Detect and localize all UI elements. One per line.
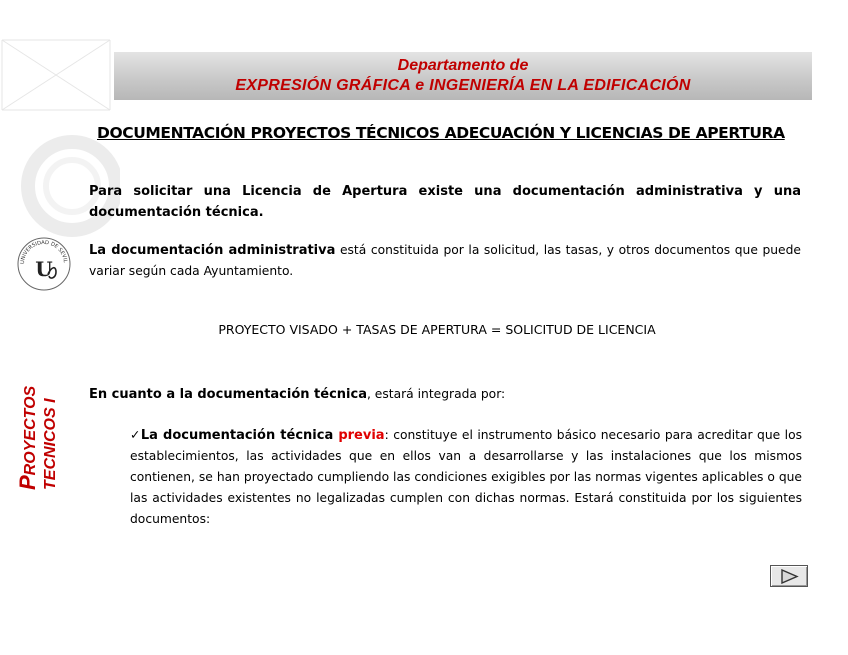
checkmark-icon: ✓ bbox=[130, 428, 141, 442]
tech-doc-item-highlight: previa bbox=[338, 428, 385, 443]
seal-text: UNIVERSIDAD DE SEVIL bbox=[19, 239, 68, 265]
side-title-initial: P bbox=[15, 475, 40, 490]
license-formula: PROYECTO VISADO + TASAS DE APERTURA = SOLICITUD DE LICENCIA bbox=[218, 322, 656, 337]
next-slide-button[interactable] bbox=[770, 565, 808, 587]
tech-doc-item-text: constituye el instrumento básico necesario para acreditar que los establecimientos, las actividades que en ellos van a desarrollarse y las instalaciones que los mismos contienen, se han proyectado cumpliendo las condiciones exigibles por las normas vigentes aplicables o que las actividades existentes no legalizadas cumplen con dichas normas. Estará constituida por los siguientes documentos: bbox=[130, 428, 803, 526]
tech-doc-item-colon: : bbox=[384, 428, 389, 442]
admin-doc-label: La documentación administrativa bbox=[89, 243, 336, 258]
decorative-corner-graphic bbox=[0, 30, 120, 260]
tech-doc-item bbox=[130, 425, 802, 530]
tech-doc-item-label: La documentación técnica bbox=[140, 428, 339, 443]
tech-doc-paragraph bbox=[89, 384, 801, 405]
header-line-2: EXPRESIÓN GRÁFICA e INGENIERÍA EN LA EDIFICACIÓN bbox=[235, 77, 691, 94]
department-header bbox=[114, 52, 812, 100]
svg-text:U: U bbox=[35, 257, 53, 281]
admin-doc-paragraph bbox=[89, 240, 801, 282]
tech-doc-text: , estará integrada por: bbox=[366, 387, 506, 401]
intro-paragraph: Para solicitar una Licencia de Apertura existe una documentación administrativa y una documentación técnica. bbox=[89, 184, 801, 220]
university-seal-icon bbox=[16, 236, 72, 292]
side-section-title bbox=[15, 350, 61, 490]
side-title-line2: TECNICOS I bbox=[42, 398, 59, 490]
document-title: DOCUMENTACIÓN PROYECTOS TÉCNICOS ADECUACIÓN Y LICENCIAS DE APERTURA bbox=[97, 124, 785, 142]
tech-doc-label: En cuanto a la documentación técnica bbox=[89, 387, 367, 402]
play-triangle-icon bbox=[781, 569, 799, 584]
admin-doc-text: está constituida por la solicitud, las tasas, y otros documentos que puede variar según cada Ayuntamiento. bbox=[89, 243, 801, 278]
header-line-1: Departamento de bbox=[397, 57, 529, 74]
side-title-line1: ROYECTOS bbox=[22, 385, 39, 476]
